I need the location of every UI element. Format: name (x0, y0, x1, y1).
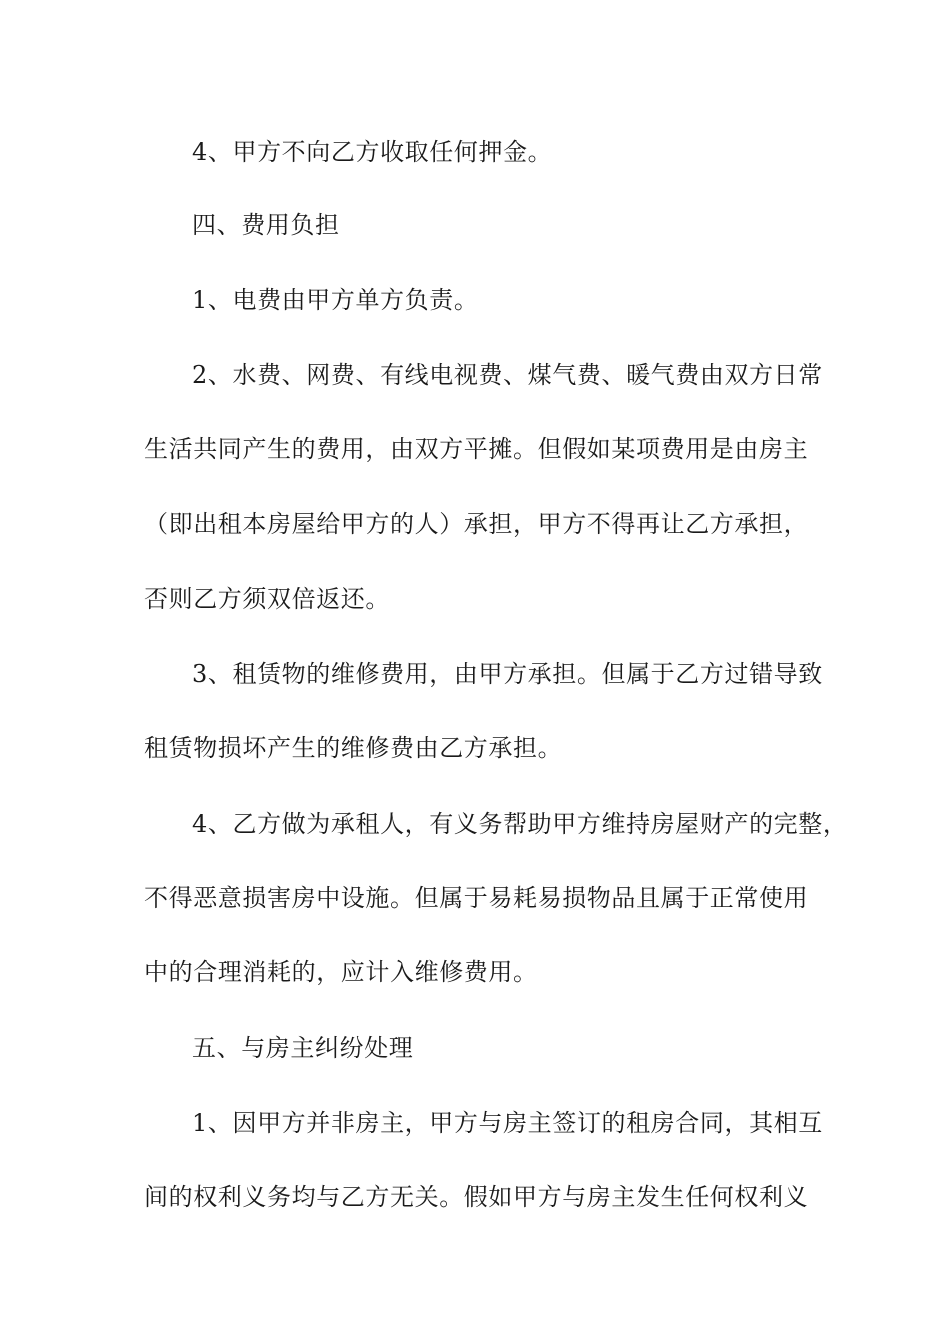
clause-tenant-duty-line-2: 不得恶意损害房中设施。但属于易耗易损物品且属于正常使用 (144, 884, 809, 912)
clause-landlord-line-1: 1、因甲方并非房主，甲方与房主签订的租房合同，其相互 (192, 1109, 823, 1137)
clause-landlord-line-2: 间的权利义务均与乙方无关。假如甲方与房主发生任何权利义 (144, 1183, 809, 1211)
section-heading-landlord-disputes: 五、与房主纠纷处理 (192, 1034, 414, 1062)
clause-utilities-line-3: （即出租本房屋给甲方的人）承担，甲方不得再让乙方承担， (144, 510, 809, 538)
clause-tenant-duty-line-1: 4、乙方做为承租人，有义务帮助甲方维持房屋财产的完整， (192, 810, 848, 838)
section-heading-costs: 四、费用负担 (192, 211, 340, 239)
clause-tenant-duty-line-3: 中的合理消耗的，应计入维修费用。 (144, 958, 538, 986)
clause-utilities-line-2: 生活共同产生的费用，由双方平摊。但假如某项费用是由房主 (144, 435, 809, 463)
clause-utilities-line-1: 2、水费、网费、有线电视费、煤气费、暖气费由双方日常 (192, 361, 823, 389)
clause-utilities-line-4: 否则乙方须双倍返还。 (144, 585, 390, 613)
clause-electricity: 1、电费由甲方单方负责。 (192, 286, 479, 314)
clause-deposit: 4、甲方不向乙方收取任何押金。 (192, 138, 553, 166)
clause-repairs-line-1: 3、租赁物的维修费用，由甲方承担。但属于乙方过错导致 (192, 660, 823, 688)
clause-repairs-line-2: 租赁物损坏产生的维修费由乙方承担。 (144, 734, 563, 762)
